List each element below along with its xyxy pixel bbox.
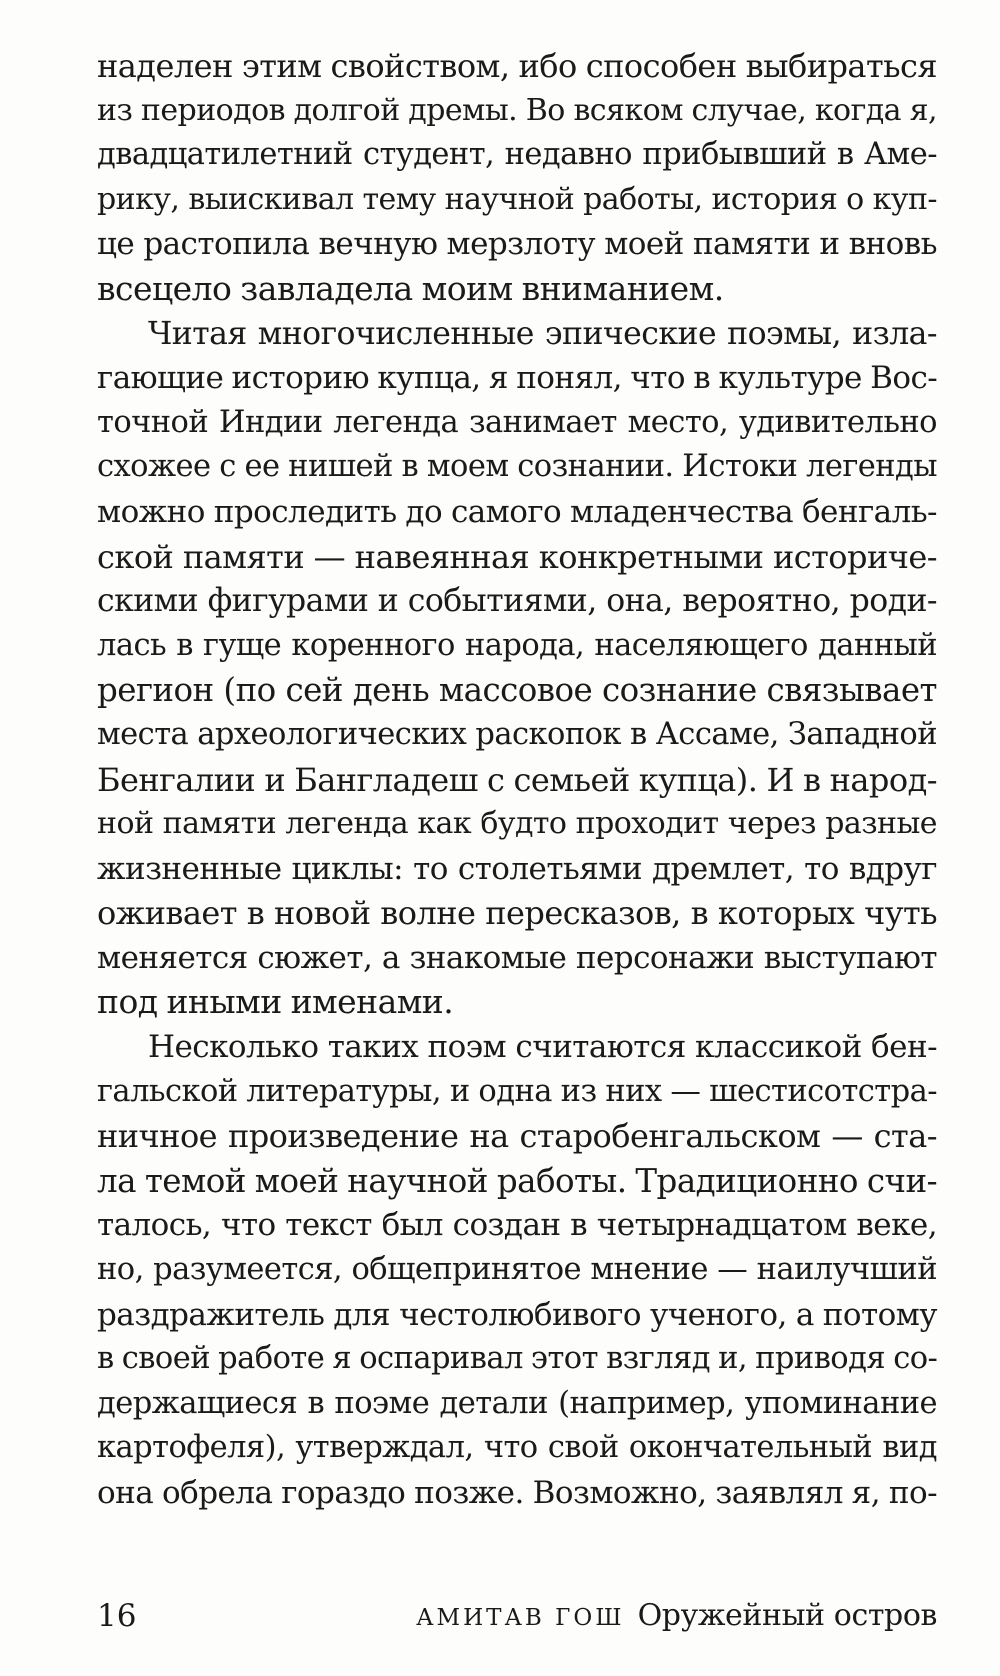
text-line: Читая многочисленные эпические поэмы, изла- [148,315,937,352]
text-line: схожее с ее нишей в моем сознании. Истоки легенды [97,449,937,485]
text-line: точной Индии легенда занимает место, удивительно [97,404,937,440]
text-line: рику, выискивал тему научной работы, история о куп- [97,181,937,217]
text-line: оживает в новой волне пересказов, в которых чуть [97,894,937,933]
text-line: ской памяти — навеянная конкретными историче- [97,537,937,576]
page-number: 16 [97,1598,137,1634]
text-line: жизненные циклы: то столетьями дремлет, то вдруг [97,850,937,887]
text-line: но, разумеется, общепринятое мнение — наилучший [97,1252,937,1288]
text-line: це растопила вечную мерзлоту моей памяти и вновь [97,226,937,263]
text-line: меняется сюжет, а знакомые персонажи выступают [97,939,937,976]
text-line: ничное произведение на старобенгальском — ста- [97,1117,937,1156]
text-line: всецело завладела моим вниманием. [97,268,724,308]
text-line: ной памяти легенда как будто проходит через разные [97,806,937,842]
running-head-title: Оружейный остров [637,1598,937,1633]
paragraph-1 [97,44,937,312]
text-line: лась в гуще коренного народа, населяющего данный [97,627,937,663]
running-head-author: АМИТАВ ГОШ [416,1605,625,1631]
text-line: Несколько таких поэм считаются классикой бен- [148,1029,937,1066]
text-line: она обрела гораздо позже. Возможно, заявлял я, по- [97,1475,937,1511]
text-line: из периодов долгой дремы. Во всяком случае, когда я, [97,92,937,128]
text-line: под иными именами. [97,982,454,1022]
text-line: гальской литературы, и одна из них — шестисотстра- [97,1073,937,1109]
running-head [416,1596,937,1640]
body-text [97,44,937,1516]
text-line: талось, что текст был создан в четырнадцатом веке, [97,1207,937,1244]
paragraph-2 [97,312,937,1026]
text-line: места археологических раскопок в Ассаме, Западной [97,716,937,752]
paragraph-3 [97,1025,937,1516]
text-line: гающие историю купца, я понял, что в культуре Вос- [97,360,938,397]
text-line: Бенгалии и Бангладеш с семьей купца). И в народ- [97,760,937,799]
text-line: регион (по сей день массовое сознание связывает [97,671,937,710]
text-line: ла темой моей научной работы. Традиционно счи- [97,1161,937,1200]
text-line: раздражитель для честолюбивого ученого, а потому [97,1296,937,1333]
text-line: двадцатилетний студент, недавно прибывший в Аме- [97,137,937,173]
text-line: держащиеся в поэме детали (например, упоминание [97,1385,937,1421]
text-line: скими фигурами и событиями, она, вероятно, роди- [97,583,937,620]
text-line: в своей работе я оспаривал этот взгляд и, приводя со- [97,1341,938,1377]
text-line: можно проследить до самого младенчества бенгаль- [97,493,937,530]
text-line: наделен этим свойством, ибо способен выбираться [97,47,937,85]
text-line: картофеля), утверждал, что свой окончательный вид [97,1430,937,1466]
page-footer [97,1596,937,1636]
